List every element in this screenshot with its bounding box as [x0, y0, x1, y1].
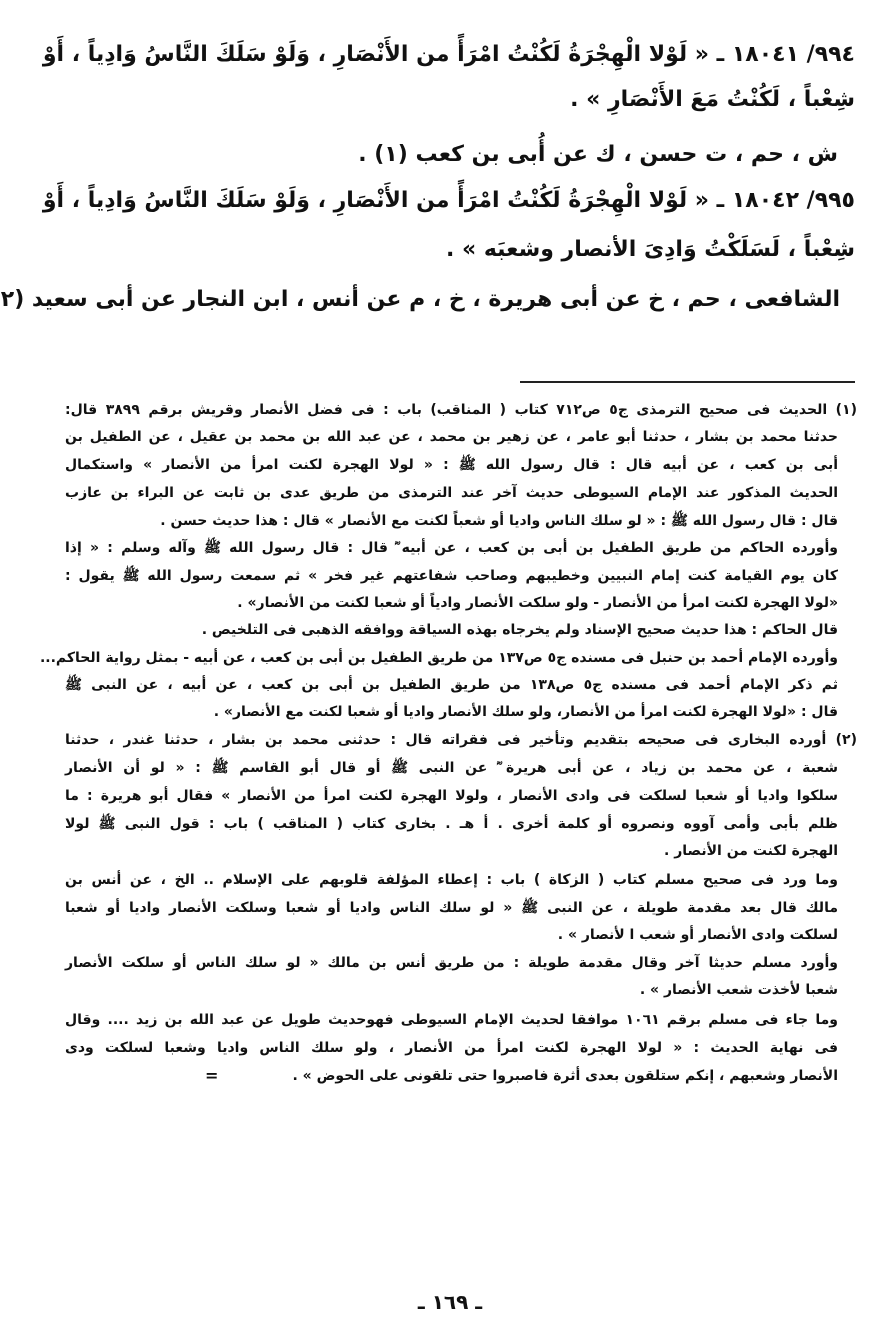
footnote-1-line: حدثنا محمد بن بشار ، حدثنا أبو عامر ، عن زهير بن محمد ، عن عبد الله بن محمد بن عقيل ، عن الطفيل بن — [65, 429, 838, 445]
footnote-1-line: وأورده الحاكم من طريق الطفيل بن أبى بن كعب ، عن أبيه ؓ قال : قال رسول الله ﷺ وآله وسلم : « إذا — [65, 540, 838, 556]
hadith-995-sources: الشافعى ، حم ، خ عن أبى هريرة ، خ ، م عن أنس ، ابن النجار عن أبى سعيد (٢ — [0, 287, 840, 312]
hadith-994-sources: ش ، حم ، ت حسن ، ك عن أُبى بن كعب (١) . — [358, 142, 838, 167]
hadith-995-line-1: ٩٩٥/ ١٨٠٤٢ ـ « لَوْلا الْهِجْرَةُ لَكُنْتُ امْرَأً من الأَنْصَارِ ، وَلَوْ سَلَكَ النَّاسُ وَادِياً ، أَوْ — [42, 188, 855, 213]
hadith-994-line-1: ٩٩٤/ ١٨٠٤١ ـ « لَوْلا الْهِجْرَةُ لَكُنْتُ امْرَأً من الأَنْصَارِ ، وَلَوْ سَلَكَ النَّاسُ وَادِياً ، أَوْ — [42, 42, 855, 67]
footnote-2-line: شعبا لأخذت شعب الأنصار » . — [639, 982, 838, 998]
footnote-2-line: شعبة ، عن محمد بن زياد ، عن أبى هريرة ؓ عن النبى ﷺ أو قال أبو القاسم ﷺ : « لو أن الأنصار — [65, 760, 838, 776]
footnote-1-line: أبى بن كعب ، عن أبيه قال : قال رسول الله ﷺ : « لولا الهجرة لكنت امرأ من الأنصار » واستكمال — [65, 457, 838, 473]
footnote-1-line: (١) الحديث فى صحيح الترمذى ج٥ ص٧١٢ كتاب ( المناقب) باب : فى فضل الأنصار وقريش برقم ٣٨٩٩ قال: — [65, 402, 857, 418]
footnote-1-line: قال الحاكم : هذا حديث صحيح الإسناد ولم يخرجاه بهذه السياقة ووافقه الذهبى فى التلخيص . — [201, 622, 838, 638]
hadith-995-line-2: شِعْباً ، لَسَلَكْتُ وَادِىَ الأنصار وشعبَه » . — [445, 237, 855, 262]
footnote-2-line: لسلكت وادى الأنصار أو شعب ا لأنصار » . — [557, 927, 838, 943]
footnote-2-line: وما جاء فى مسلم برقم ١٠٦١ موافقا لحديث الإمام السيوطى فهوحديث طويل عن عبد الله بن زيد .... وقال — [65, 1012, 838, 1028]
footnote-1-line: كان يوم القيامة كنت إمام النبيين وخطيبهم وصاحب شفاعتهم غير فخر » ثم سمعت رسول الله ﷺ يقول : — [65, 568, 838, 584]
footnote-2-line: مالك قال بعد مقدمة طويلة ، عن النبى ﷺ « لو سلك الناس واديا أو شعبا وسلكت الأنصار واديا أو شعبا — [65, 900, 838, 916]
footnote-2-line: الأنصار وشعبهم ، إنكم ستلقون بعدى أثرة فاصبروا حتى تلقونى على الحوض » . — [292, 1068, 838, 1084]
footnote-2-line: وأورد مسلم حديثا آخر وقال مقدمة طويلة : من طريق أنس بن مالك « لو سلك الناس أو سلكت الأنصار — [65, 955, 838, 971]
footnote-1-line: قال : «لولا الهجرة لكنت امرأ من الأنصار، ولو سلك الأنصار واديا أو شعبا لكنت مع الأنصار» . — [213, 704, 838, 720]
footnote-divider — [520, 381, 855, 383]
footnote-2-line: ظلم بأبى وأمى آووه ونصروه أو كلمة أخرى . أ هـ . بخارى كتاب ( المناقب ) باب : قول النبى ﷺ لولا — [65, 816, 838, 832]
page-number: ـ ١٦٩ ـ — [417, 1290, 483, 1314]
footnote-2-line: (٢) أورده البخارى فى صحيحه بتقديم وتأخير فى فقراته قال : حدثنى محمد بن بشار ، حدثنا غندر ، حدثنا — [65, 732, 857, 748]
footnote-2-line: وما ورد فى صحيح مسلم كتاب ( الزكاة ) باب : إعطاء المؤلفة قلوبهم على الإسلام .. الخ ، عن أنس بن — [65, 872, 838, 888]
hadith-994-line-2: شِعْباً ، لَكُنْتُ مَعَ الأَنْصَارِ » . — [570, 87, 855, 112]
footnote-1-line: الحديث المذكور عند الإمام السيوطى حديث آخر عند الترمذى من طريق عدى بن ثابت عن البراء بن عازب — [65, 485, 838, 501]
footnote-1-line: ثم ذكر الإمام أحمد فى مسنده ج٥ ص١٣٨ من طريق الطفيل بن أبى بن كعب ، عن أبيه ، عن النبى ﷺ — [65, 677, 838, 693]
footnote-1-line: «لولا الهجرة لكنت امرأ من الأنصار - ولو سلكت الأنصار وادياً أو شعبا لكنت من الأنصار» . — [237, 595, 838, 611]
footnote-1-line: وأورده الإمام أحمد بن حنبل فى مسنده ج٥ ص١٣٧ من طريق الطفيل بن أبى بن كعب ، عن أبيه - بمثل رواية الحاكم... — [39, 650, 838, 666]
footnote-2-line: سلكوا واديا أو شعبا لسلكت فى وادى الأنصار ، ولولا الهجرة لكنت امرأ من الأنصار » فقال أبو هريرة : ما — [65, 788, 838, 804]
footnote-2-line: فى نهاية الحديث : « لولا الهجرة لكنت امرأ من الأنصار ، ولو سلك الناس واديا وشعبا لسلكت ودى — [65, 1040, 838, 1056]
footnote-1-line: قال : قال رسول الله ﷺ : « لو سلك الناس واديا أو شعباً لكنت مع الأنصار » قال : هذا حديث حسن . — [160, 513, 838, 529]
continuation-mark: = — [205, 1066, 219, 1085]
footnote-2-line: الهجرة لكنت من الأنصار . — [664, 843, 838, 859]
